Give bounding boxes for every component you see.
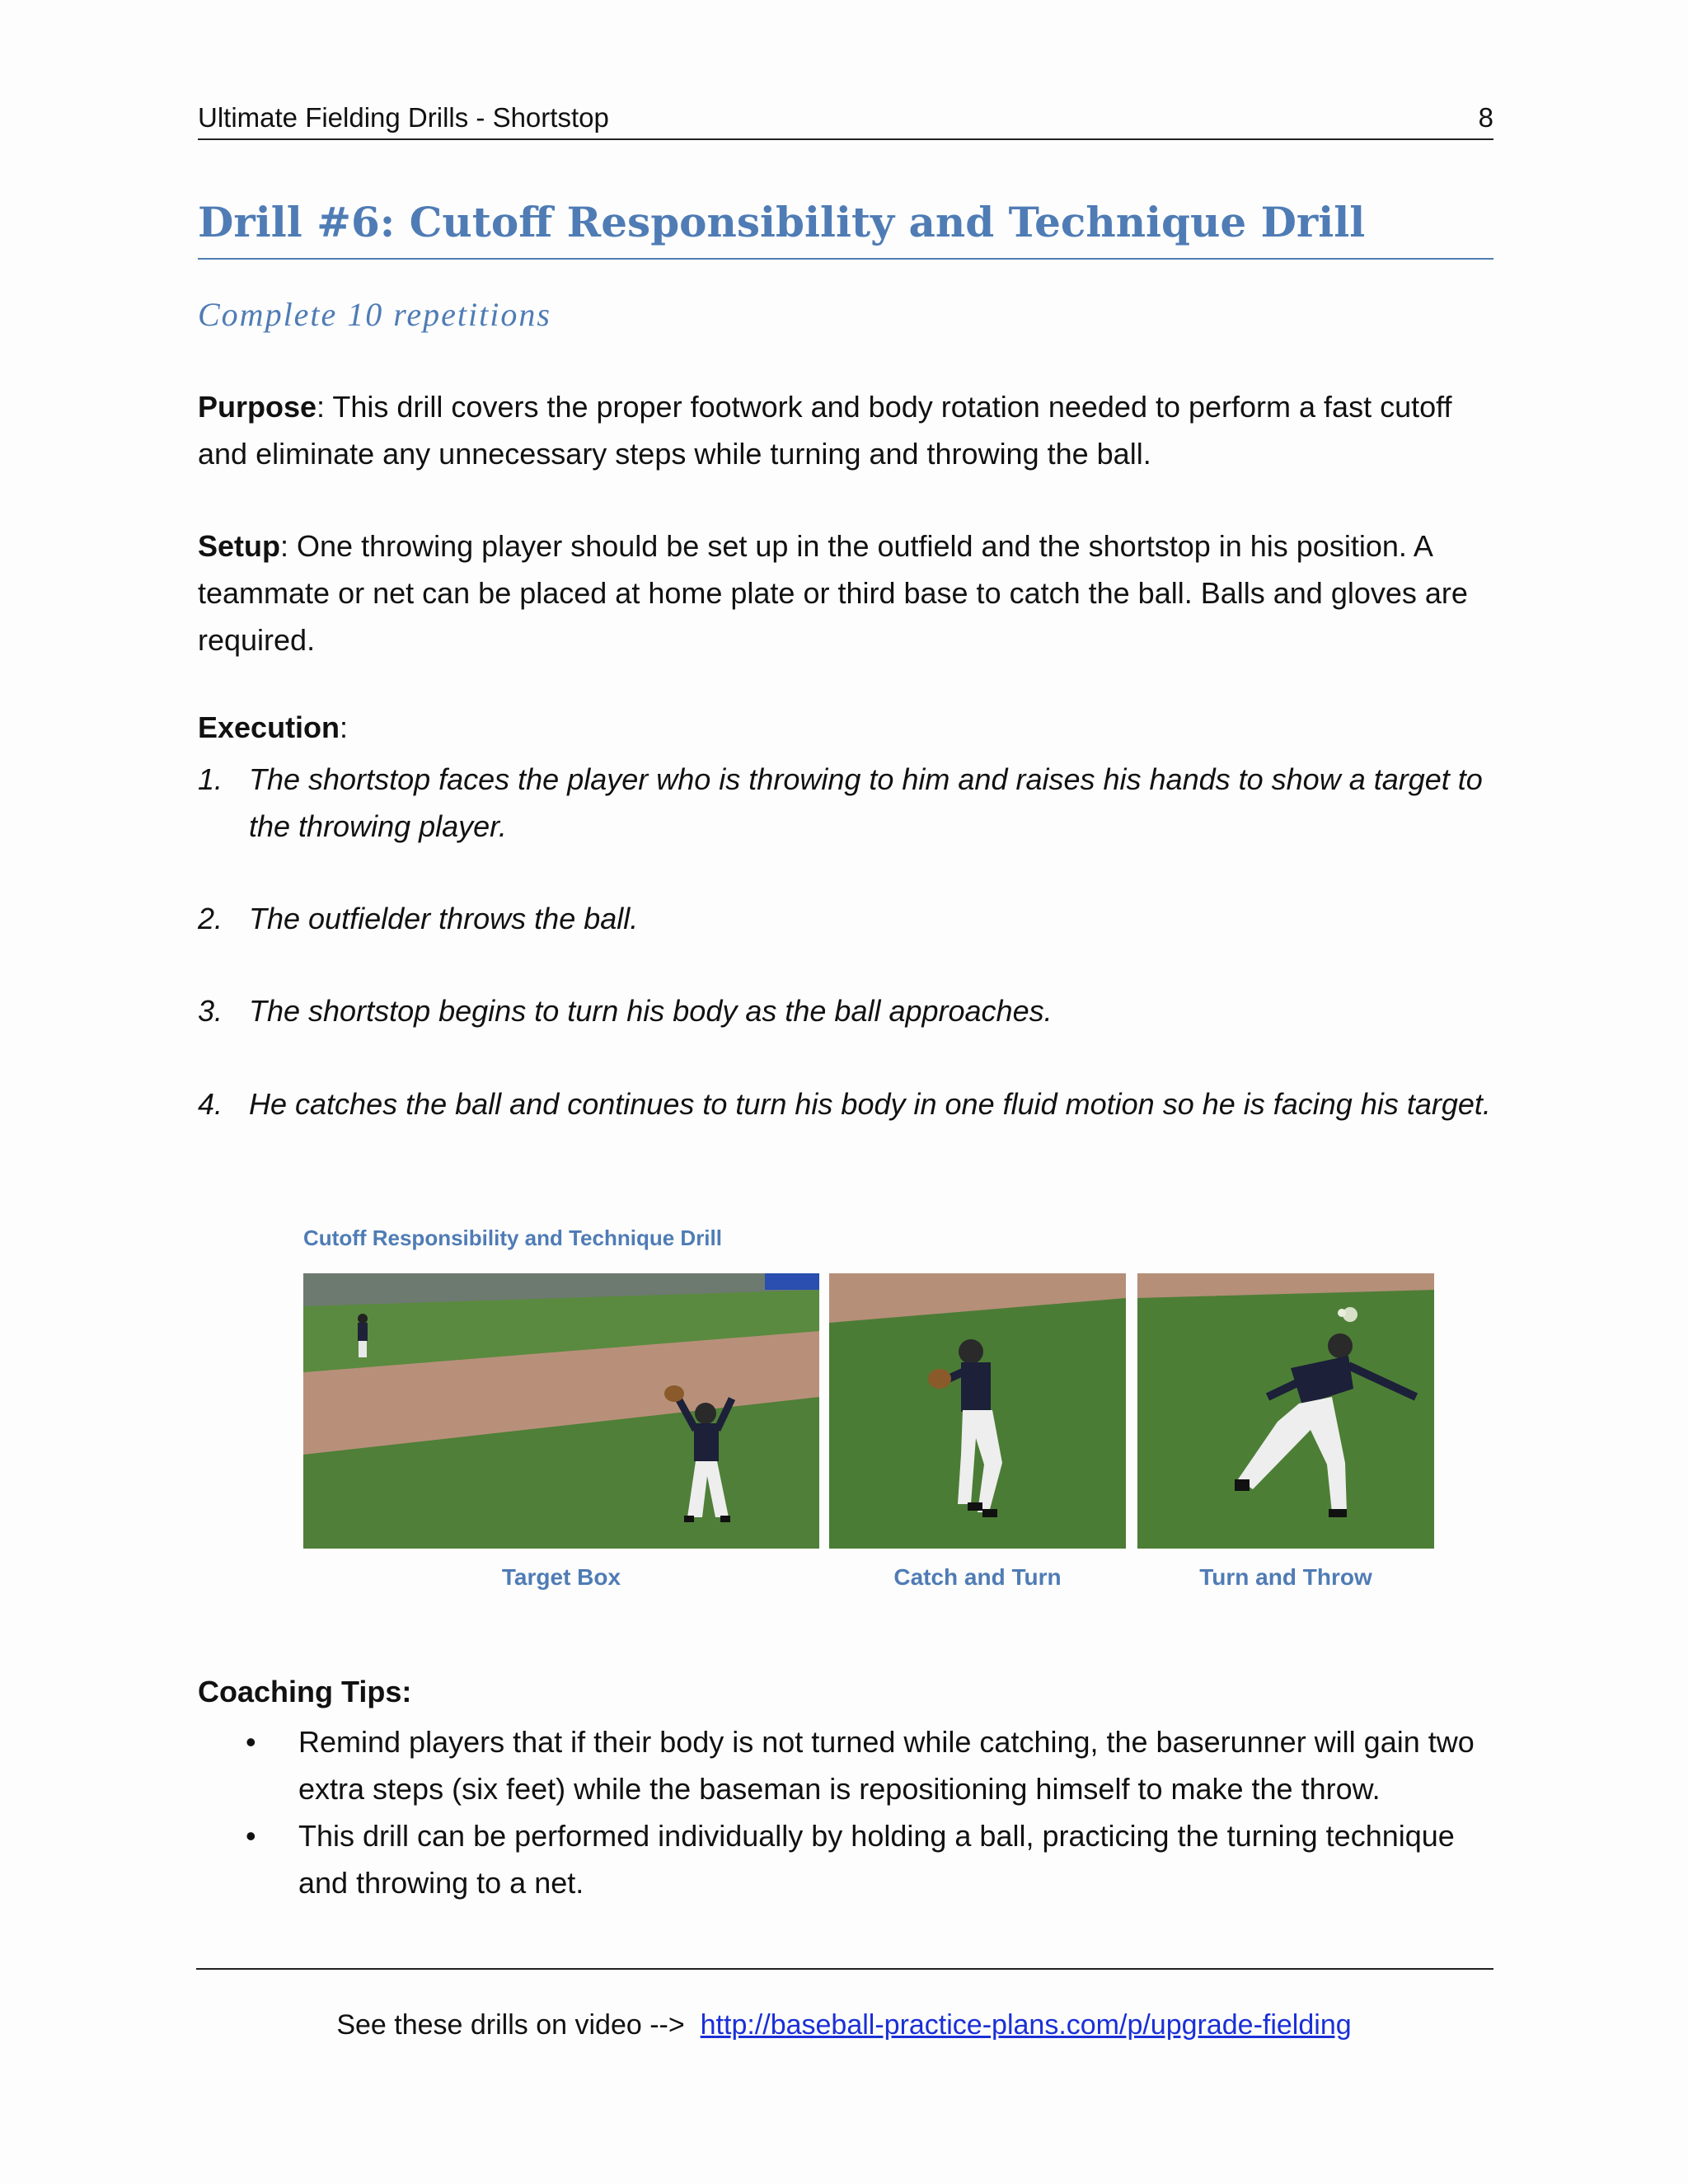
execution-heading bbox=[198, 710, 348, 745]
setup-text: : One throwing player should be set up in the outfield and the shortstop in his position. A teammate or net can be placed at home plate or third base to catch the ball. Balls and gloves are required. bbox=[198, 529, 1468, 657]
execution-step bbox=[198, 895, 1500, 942]
header-page-number: 8 bbox=[1478, 102, 1493, 133]
execution-step bbox=[198, 1080, 1500, 1127]
step-number: 1. bbox=[198, 762, 223, 796]
execution-step bbox=[198, 756, 1500, 850]
bullet-icon: • bbox=[246, 1725, 256, 1759]
execution-colon: : bbox=[340, 710, 349, 744]
purpose-label: Purpose bbox=[198, 390, 317, 424]
purpose-paragraph bbox=[198, 383, 1500, 477]
figure-title: Cutoff Responsibility and Technique Drill bbox=[303, 1226, 722, 1250]
photo-catch-and-turn bbox=[829, 1273, 1126, 1549]
bullet-icon: • bbox=[246, 1819, 256, 1853]
drill-title: Drill #6: Cutoff Responsibility and Technique Drill bbox=[198, 198, 1493, 260]
step-text: The shortstop faces the player who is throwing to him and raises his hands to show a target to the throwing player. bbox=[249, 762, 1483, 843]
caption-turn-and-throw: Turn and Throw bbox=[1199, 1564, 1372, 1590]
footer-text: See these drills on video --> bbox=[336, 2009, 685, 2041]
coaching-tip-item bbox=[246, 1812, 1498, 1906]
execution-step bbox=[198, 987, 1500, 1034]
step-number: 3. bbox=[198, 994, 223, 1028]
coaching-tips-heading: Coaching Tips: bbox=[198, 1675, 412, 1708]
drill-subtitle: Complete 10 repetitions bbox=[198, 296, 551, 333]
execution-label: Execution bbox=[198, 710, 340, 744]
coaching-tip-text: This drill can be performed individually by holding a ball, practicing the turning technique and throwing to a net. bbox=[298, 1819, 1455, 1900]
footer-divider bbox=[196, 1968, 1493, 1970]
photo-turn-and-throw bbox=[1137, 1273, 1434, 1549]
caption-catch-and-turn: Catch and Turn bbox=[893, 1564, 1062, 1590]
caption-target-box: Target Box bbox=[501, 1564, 621, 1590]
coaching-tip-item bbox=[246, 1718, 1498, 1812]
setup-paragraph bbox=[198, 523, 1500, 663]
step-number: 2. bbox=[198, 902, 223, 935]
running-header bbox=[198, 97, 1493, 140]
upgrade-fielding-link[interactable]: http://baseball-practice-plans.com/p/upgrade-fielding bbox=[700, 2009, 1352, 2041]
step-number: 4. bbox=[198, 1087, 223, 1121]
step-text: He catches the ball and continues to turn his body in one fluid motion so he is facing his target. bbox=[249, 1087, 1491, 1121]
step-text: The outfielder throws the ball. bbox=[249, 902, 639, 935]
header-doc-title: Ultimate Fielding Drills - Shortstop bbox=[198, 102, 609, 133]
coaching-tip-text: Remind players that if their body is not turned while catching, the baserunner will gain two extra steps (six feet) while the baseman is repositioning himself to make the throw. bbox=[298, 1725, 1475, 1806]
page-footer bbox=[0, 2009, 1688, 2041]
photo-target-box bbox=[303, 1273, 819, 1549]
setup-label: Setup bbox=[198, 529, 281, 563]
step-text: The shortstop begins to turn his body as the ball approaches. bbox=[249, 994, 1053, 1028]
purpose-text: : This drill covers the proper footwork and body rotation needed to perform a fast cutoff and eliminate any unnecessary steps while turning and throwing the ball. bbox=[198, 390, 1452, 471]
